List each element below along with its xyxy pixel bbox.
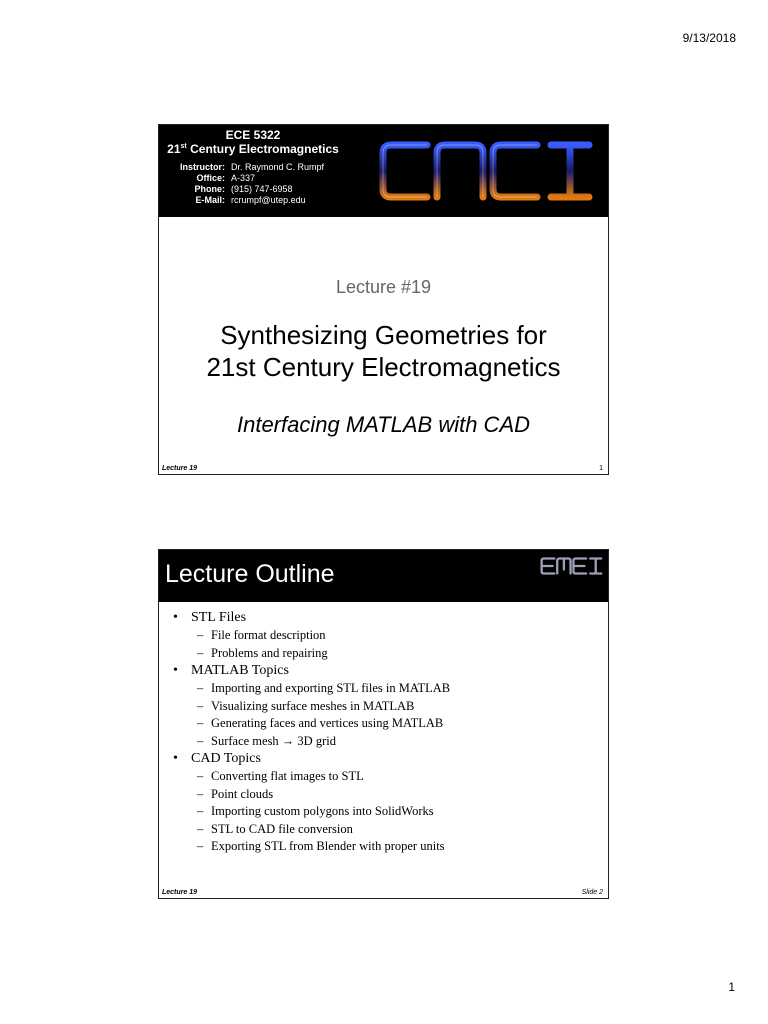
emei-logo <box>375 133 601 209</box>
title-slide <box>158 124 609 475</box>
outline-slide <box>158 549 609 899</box>
page-date: 9/13/2018 <box>682 31 736 45</box>
phone-row <box>159 184 349 195</box>
outline-subitem: – Visualizing surface meshes in MATLAB <box>159 699 608 717</box>
title-line-2: 21st Century Electromagnetics <box>206 352 561 382</box>
outline-subitem: – Point clouds <box>159 787 608 805</box>
office-label: Office: <box>196 173 225 183</box>
email-row <box>159 195 349 206</box>
outline-title: Lecture Outline <box>165 560 335 588</box>
outline-header <box>159 550 608 602</box>
outline-subitem: – Surface mesh → 3D grid <box>159 734 608 752</box>
page-number: 1 <box>728 980 735 994</box>
slide-footer-number: Slide 2 <box>581 889 603 896</box>
instructor-value: Dr. Raymond C. Rumpf <box>231 162 325 172</box>
slide-footer-number: 1 <box>599 465 603 472</box>
emei-logo-small <box>538 555 606 577</box>
slide-footer-lecture: Lecture 19 <box>162 465 198 472</box>
email-label: E-Mail: <box>195 195 225 205</box>
outline-subitem: – Problems and repairing <box>159 646 608 664</box>
outline-subitem: – Converting flat images to STL <box>159 769 608 787</box>
slide-subtitle: Interfacing MATLAB with CAD <box>236 412 531 437</box>
office-value: A-337 <box>231 173 256 183</box>
slide-footer-lecture: Lecture 19 <box>162 889 198 896</box>
outline-item: • STL Files <box>159 610 608 628</box>
instructor-row <box>159 162 349 173</box>
lecture-number: Lecture #19 <box>335 277 432 297</box>
course-header <box>159 125 608 217</box>
outline-subitem: – File format description <box>159 628 608 646</box>
outline-subitem: – Exporting STL from Blender with proper units <box>159 839 608 857</box>
title-line-1: Synthesizing Geometries for <box>220 320 547 350</box>
outline-subitem: – STL to CAD file conversion <box>159 822 608 840</box>
course-code: ECE 5322 <box>225 128 281 142</box>
email-value: rcrumpf@utep.edu <box>231 195 306 205</box>
instructor-label: Instructor: <box>180 162 225 172</box>
outline-subitem: – Generating faces and vertices using MATLAB <box>159 716 608 734</box>
phone-label: Phone: <box>194 184 225 194</box>
outline-item: • CAD Topics <box>159 751 608 769</box>
outline-item: • MATLAB Topics <box>159 663 608 681</box>
outline-subitem: – Importing custom polygons into SolidWorks <box>159 804 608 822</box>
office-row <box>159 173 349 184</box>
outline-list <box>159 610 608 857</box>
slide-title <box>159 319 608 383</box>
outline-subitem: – Importing and exporting STL files in MATLAB <box>159 681 608 699</box>
course-name: 21st Century Electromagnetics <box>167 142 339 156</box>
phone-value: (915) 747-6958 <box>231 184 293 194</box>
